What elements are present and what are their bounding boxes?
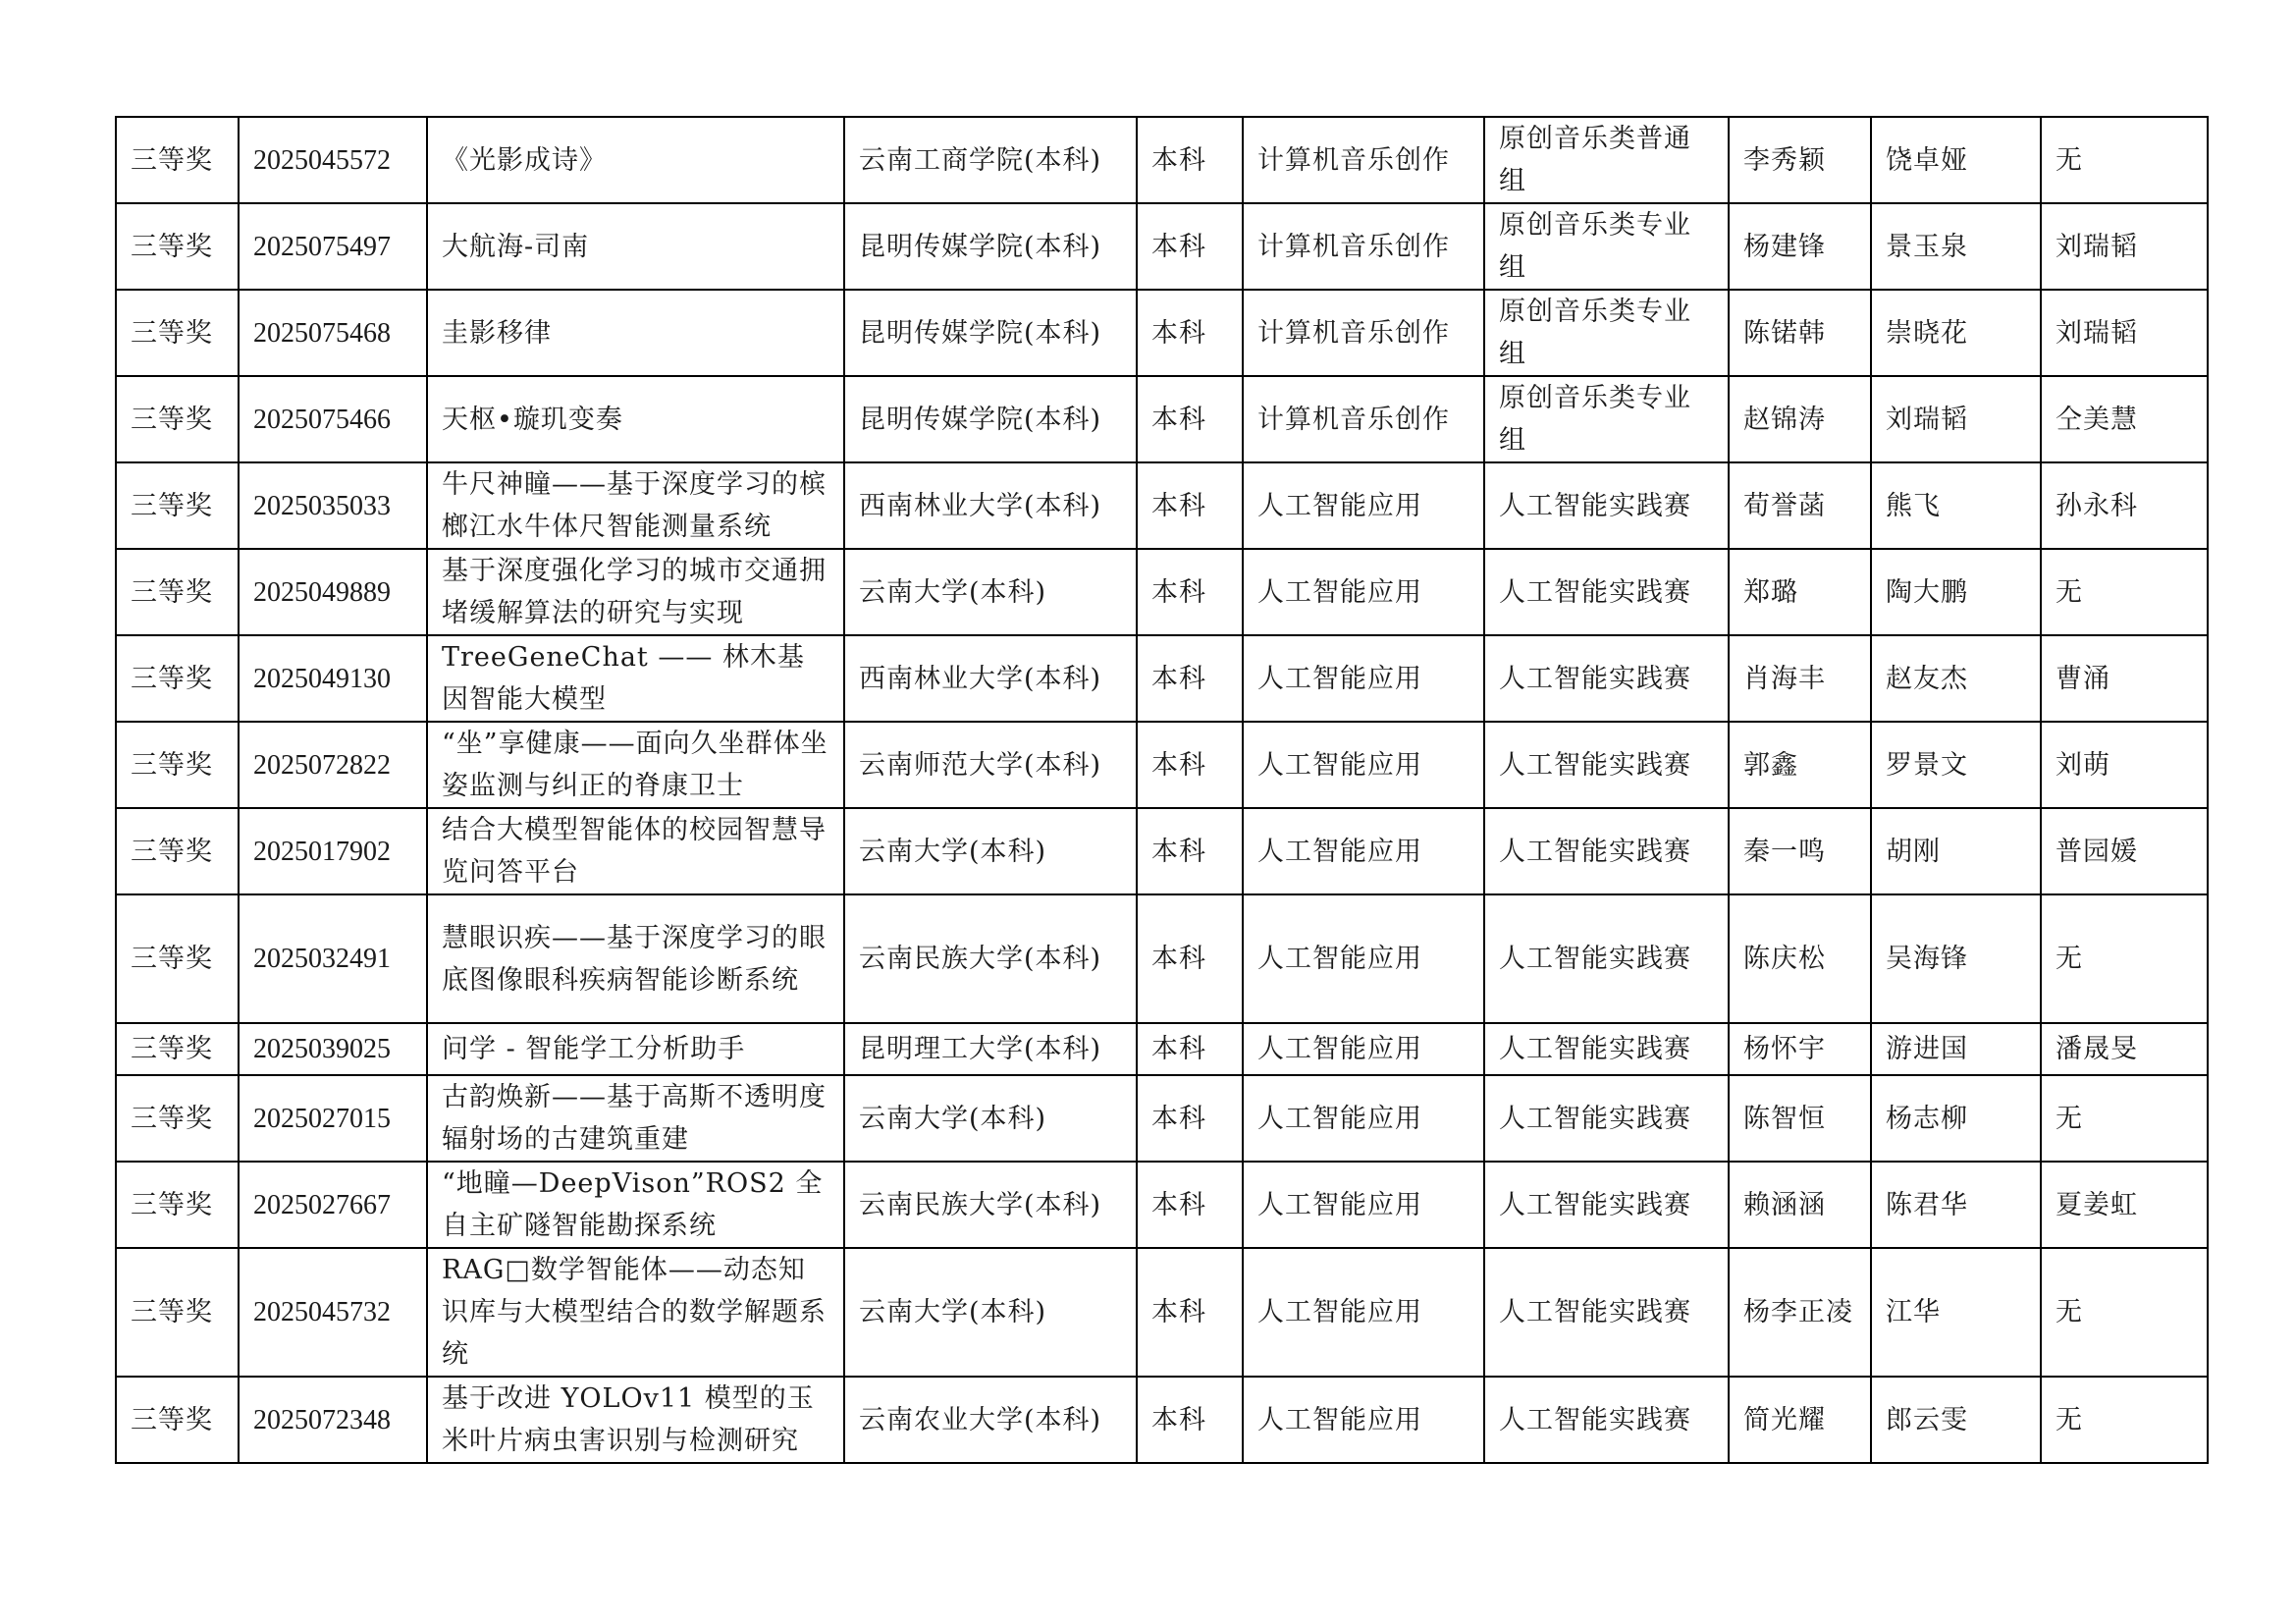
advisor-cell: 杨志柳 <box>1871 1075 2041 1162</box>
advisor-cell: 游进国 <box>1871 1023 2041 1075</box>
school-cell: 云南农业大学(本科) <box>844 1377 1137 1463</box>
award-cell: 三等奖 <box>116 635 239 722</box>
author-cell: 简光耀 <box>1729 1377 1871 1463</box>
award-cell: 三等奖 <box>116 894 239 1023</box>
advisor2-cell: 刘萌 <box>2041 722 2208 808</box>
level-cell: 本科 <box>1137 117 1243 203</box>
school-cell: 云南大学(本科) <box>844 1075 1137 1162</box>
school-cell: 云南大学(本科) <box>844 549 1137 635</box>
group-cell: 原创音乐类专业组 <box>1484 290 1729 376</box>
award-cell: 三等奖 <box>116 549 239 635</box>
author-cell: 杨李正凌 <box>1729 1248 1871 1377</box>
table-row <box>116 376 2208 462</box>
category-cell: 人工智能应用 <box>1243 894 1484 1023</box>
level-cell: 本科 <box>1137 203 1243 290</box>
school-cell: 云南师范大学(本科) <box>844 722 1137 808</box>
entry-id-cell: 2025032491 <box>239 894 427 1023</box>
title-cell: 古韵焕新——基于高斯不透明度辐射场的古建筑重建 <box>427 1075 844 1162</box>
school-cell: 昆明理工大学(本科) <box>844 1023 1137 1075</box>
group-cell: 人工智能实践赛 <box>1484 1162 1729 1248</box>
award-cell: 三等奖 <box>116 1075 239 1162</box>
school-cell: 昆明传媒学院(本科) <box>844 203 1137 290</box>
author-cell: 杨怀宇 <box>1729 1023 1871 1075</box>
table-body <box>116 117 2208 1463</box>
group-cell: 人工智能实践赛 <box>1484 1377 1729 1463</box>
entry-id-cell: 2025075466 <box>239 376 427 462</box>
advisor-cell: 吴海锋 <box>1871 894 2041 1023</box>
entry-id-cell: 2025017902 <box>239 808 427 894</box>
group-cell: 人工智能实践赛 <box>1484 1075 1729 1162</box>
advisor2-cell: 无 <box>2041 549 2208 635</box>
level-cell: 本科 <box>1137 549 1243 635</box>
level-cell: 本科 <box>1137 462 1243 549</box>
advisor2-cell: 刘瑞韬 <box>2041 290 2208 376</box>
group-cell: 人工智能实践赛 <box>1484 1248 1729 1377</box>
advisor-cell: 陶大鹏 <box>1871 549 2041 635</box>
advisor-cell: 赵友杰 <box>1871 635 2041 722</box>
author-cell: 肖海丰 <box>1729 635 1871 722</box>
group-cell: 人工智能实践赛 <box>1484 549 1729 635</box>
author-cell: 李秀颖 <box>1729 117 1871 203</box>
category-cell: 计算机音乐创作 <box>1243 203 1484 290</box>
author-cell: 杨建锋 <box>1729 203 1871 290</box>
advisor2-cell: 无 <box>2041 1075 2208 1162</box>
group-cell: 人工智能实践赛 <box>1484 808 1729 894</box>
level-cell: 本科 <box>1137 635 1243 722</box>
school-cell: 云南民族大学(本科) <box>844 894 1137 1023</box>
level-cell: 本科 <box>1137 1075 1243 1162</box>
title-cell: 牛尺神瞳——基于深度学习的槟榔江水牛体尺智能测量系统 <box>427 462 844 549</box>
school-cell: 西南林业大学(本科) <box>844 462 1137 549</box>
group-cell: 人工智能实践赛 <box>1484 894 1729 1023</box>
award-cell: 三等奖 <box>116 722 239 808</box>
entry-id-cell: 2025075497 <box>239 203 427 290</box>
entry-id-cell: 2025039025 <box>239 1023 427 1075</box>
level-cell: 本科 <box>1137 1377 1243 1463</box>
category-cell: 计算机音乐创作 <box>1243 117 1484 203</box>
author-cell: 郭鑫 <box>1729 722 1871 808</box>
school-cell: 西南林业大学(本科) <box>844 635 1137 722</box>
table-row <box>116 203 2208 290</box>
advisor-cell: 饶卓娅 <box>1871 117 2041 203</box>
entry-id-cell: 2025049889 <box>239 549 427 635</box>
author-cell: 陈锘韩 <box>1729 290 1871 376</box>
table-row <box>116 894 2208 1023</box>
title-cell: 基于改进 YOLOv11 模型的玉米叶片病虫害识别与检测研究 <box>427 1377 844 1463</box>
entry-id-cell: 2025035033 <box>239 462 427 549</box>
award-cell: 三等奖 <box>116 1377 239 1463</box>
advisor-cell: 陈君华 <box>1871 1162 2041 1248</box>
category-cell: 人工智能应用 <box>1243 808 1484 894</box>
advisor-cell: 郎云雯 <box>1871 1377 2041 1463</box>
award-cell: 三等奖 <box>116 1248 239 1377</box>
title-cell: 天枢•璇玑变奏 <box>427 376 844 462</box>
level-cell: 本科 <box>1137 290 1243 376</box>
advisor-cell: 江华 <box>1871 1248 2041 1377</box>
category-cell: 人工智能应用 <box>1243 1162 1484 1248</box>
level-cell: 本科 <box>1137 1023 1243 1075</box>
advisor2-cell: 潘晟旻 <box>2041 1023 2208 1075</box>
advisor-cell: 景玉泉 <box>1871 203 2041 290</box>
title-cell: “地瞳—DeepVison”ROS2 全自主矿隧智能勘探系统 <box>427 1162 844 1248</box>
title-cell: 大航海-司南 <box>427 203 844 290</box>
advisor-cell: 刘瑞韬 <box>1871 376 2041 462</box>
title-cell: TreeGeneChat —— 林木基因智能大模型 <box>427 635 844 722</box>
entry-id-cell: 2025027667 <box>239 1162 427 1248</box>
level-cell: 本科 <box>1137 376 1243 462</box>
group-cell: 原创音乐类普通组 <box>1484 117 1729 203</box>
level-cell: 本科 <box>1137 1248 1243 1377</box>
table-row <box>116 549 2208 635</box>
title-cell: 基于深度强化学习的城市交通拥堵缓解算法的研究与实现 <box>427 549 844 635</box>
category-cell: 计算机音乐创作 <box>1243 376 1484 462</box>
author-cell: 荀誉菡 <box>1729 462 1871 549</box>
school-cell: 昆明传媒学院(本科) <box>844 376 1137 462</box>
award-table <box>115 116 2209 1464</box>
category-cell: 人工智能应用 <box>1243 1023 1484 1075</box>
category-cell: 人工智能应用 <box>1243 635 1484 722</box>
category-cell: 计算机音乐创作 <box>1243 290 1484 376</box>
group-cell: 人工智能实践赛 <box>1484 635 1729 722</box>
advisor2-cell: 孙永科 <box>2041 462 2208 549</box>
table-row <box>116 117 2208 203</box>
advisor2-cell: 无 <box>2041 117 2208 203</box>
table-row <box>116 462 2208 549</box>
advisor2-cell: 无 <box>2041 1377 2208 1463</box>
school-cell: 云南大学(本科) <box>844 1248 1137 1377</box>
entry-id-cell: 2025027015 <box>239 1075 427 1162</box>
entry-id-cell: 2025049130 <box>239 635 427 722</box>
group-cell: 原创音乐类专业组 <box>1484 376 1729 462</box>
school-cell: 昆明传媒学院(本科) <box>844 290 1137 376</box>
award-cell: 三等奖 <box>116 203 239 290</box>
advisor2-cell: 刘瑞韬 <box>2041 203 2208 290</box>
table-row <box>116 290 2208 376</box>
level-cell: 本科 <box>1137 722 1243 808</box>
category-cell: 人工智能应用 <box>1243 1377 1484 1463</box>
author-cell: 秦一鸣 <box>1729 808 1871 894</box>
title-cell: 结合大模型智能体的校园智慧导览问答平台 <box>427 808 844 894</box>
advisor2-cell: 仝美慧 <box>2041 376 2208 462</box>
level-cell: 本科 <box>1137 808 1243 894</box>
school-cell: 云南工商学院(本科) <box>844 117 1137 203</box>
level-cell: 本科 <box>1137 894 1243 1023</box>
title-cell: 《光影成诗》 <box>427 117 844 203</box>
table-row <box>116 1023 2208 1075</box>
entry-id-cell: 2025072822 <box>239 722 427 808</box>
table-row <box>116 808 2208 894</box>
category-cell: 人工智能应用 <box>1243 722 1484 808</box>
title-cell: 圭影移律 <box>427 290 844 376</box>
author-cell: 赵锦涛 <box>1729 376 1871 462</box>
advisor-cell: 崇晓花 <box>1871 290 2041 376</box>
entry-id-cell: 2025072348 <box>239 1377 427 1463</box>
group-cell: 人工智能实践赛 <box>1484 1023 1729 1075</box>
award-cell: 三等奖 <box>116 1162 239 1248</box>
author-cell: 陈智恒 <box>1729 1075 1871 1162</box>
school-cell: 云南民族大学(本科) <box>844 1162 1137 1248</box>
advisor2-cell: 无 <box>2041 1248 2208 1377</box>
award-cell: 三等奖 <box>116 290 239 376</box>
award-cell: 三等奖 <box>116 808 239 894</box>
advisor2-cell: 曹涌 <box>2041 635 2208 722</box>
advisor2-cell: 普园媛 <box>2041 808 2208 894</box>
level-cell: 本科 <box>1137 1162 1243 1248</box>
table-row <box>116 635 2208 722</box>
category-cell: 人工智能应用 <box>1243 549 1484 635</box>
group-cell: 人工智能实践赛 <box>1484 722 1729 808</box>
entry-id-cell: 2025075468 <box>239 290 427 376</box>
award-cell: 三等奖 <box>116 1023 239 1075</box>
group-cell: 原创音乐类专业组 <box>1484 203 1729 290</box>
table-row <box>116 1248 2208 1377</box>
advisor2-cell: 无 <box>2041 894 2208 1023</box>
author-cell: 郑璐 <box>1729 549 1871 635</box>
table-row <box>116 1377 2208 1463</box>
group-cell: 人工智能实践赛 <box>1484 462 1729 549</box>
author-cell: 赖涵涵 <box>1729 1162 1871 1248</box>
award-cell: 三等奖 <box>116 462 239 549</box>
title-cell: 慧眼识疾——基于深度学习的眼底图像眼科疾病智能诊断系统 <box>427 894 844 1023</box>
school-cell: 云南大学(本科) <box>844 808 1137 894</box>
advisor-cell: 罗景文 <box>1871 722 2041 808</box>
author-cell: 陈庆松 <box>1729 894 1871 1023</box>
entry-id-cell: 2025045732 <box>239 1248 427 1377</box>
advisor2-cell: 夏姜虹 <box>2041 1162 2208 1248</box>
advisor-cell: 熊飞 <box>1871 462 2041 549</box>
category-cell: 人工智能应用 <box>1243 1075 1484 1162</box>
title-cell: “坐”享健康——面向久坐群体坐姿监测与纠正的脊康卫士 <box>427 722 844 808</box>
table-row <box>116 1162 2208 1248</box>
award-cell: 三等奖 <box>116 117 239 203</box>
entry-id-cell: 2025045572 <box>239 117 427 203</box>
category-cell: 人工智能应用 <box>1243 462 1484 549</box>
advisor-cell: 胡刚 <box>1871 808 2041 894</box>
award-cell: 三等奖 <box>116 376 239 462</box>
table-row <box>116 1075 2208 1162</box>
title-cell: RAG□数学智能体——动态知识库与大模型结合的数学解题系统 <box>427 1248 844 1377</box>
title-cell: 问学 - 智能学工分析助手 <box>427 1023 844 1075</box>
category-cell: 人工智能应用 <box>1243 1248 1484 1377</box>
table-row <box>116 722 2208 808</box>
